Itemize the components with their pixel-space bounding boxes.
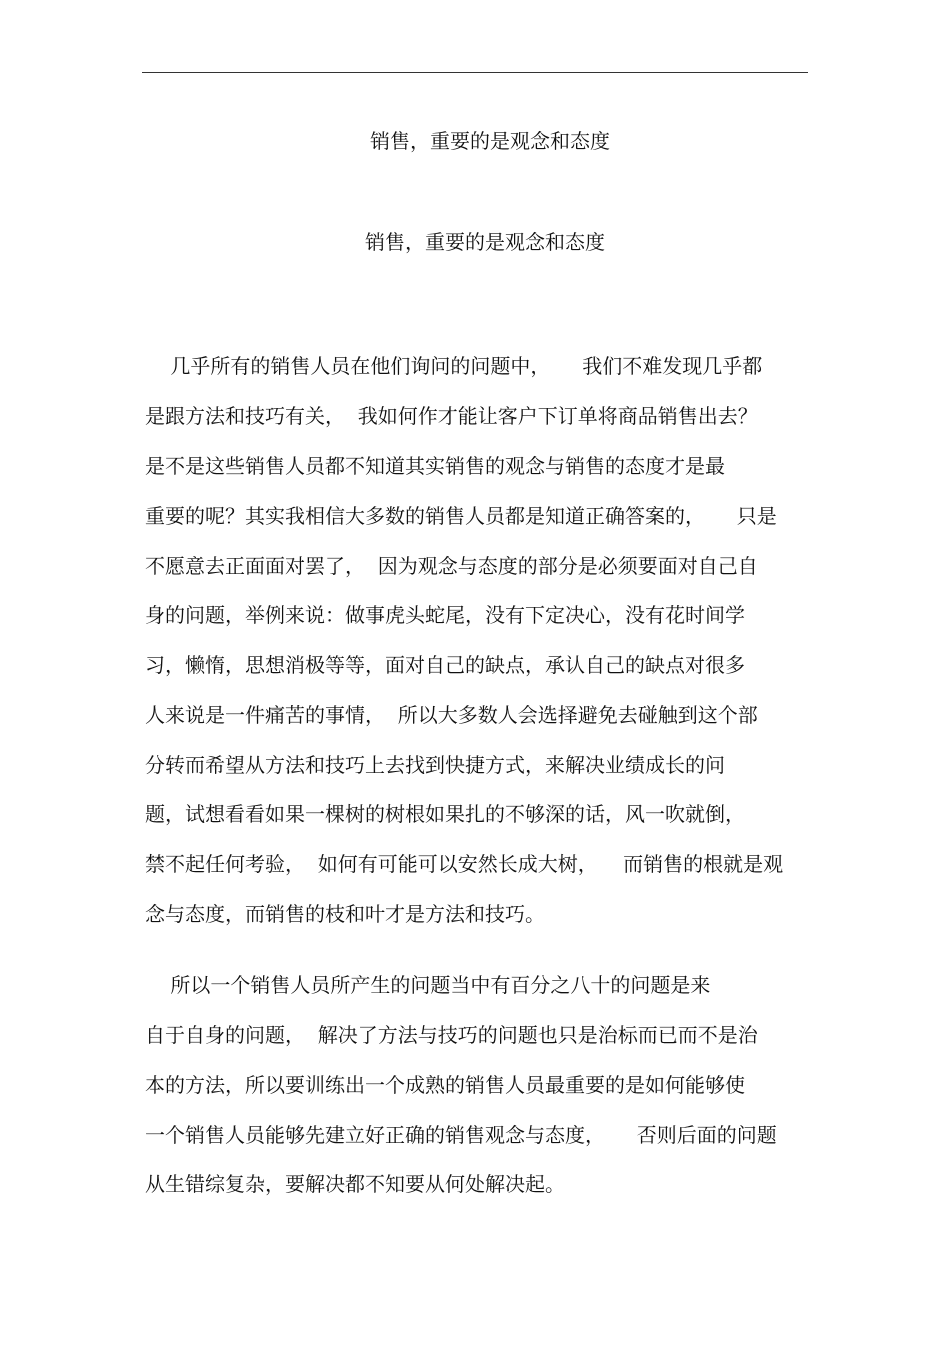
paragraph-line: 几乎所有的销售人员在他们询问的问题中， 我们不难发现几乎都 — [145, 354, 763, 378]
paragraph-line: 身的问题，举例来说：做事虎头蛇尾，没有下定决心，没有花时间学 — [145, 603, 745, 627]
header-rule — [142, 72, 808, 73]
paragraph-line: 重要的呢？其实我相信大多数的销售人员都是知道正确答案的， 只是 — [145, 504, 777, 528]
paragraph-line: 是不是这些销售人员都不知道其实销售的观念与销售的态度才是最 — [145, 454, 725, 478]
paragraph-line: 一个销售人员能够先建立好正确的销售观念与态度， 否则后面的问题 — [145, 1123, 777, 1147]
document-title: 销售，重要的是观念和态度 — [365, 230, 605, 254]
paragraph-line: 念与态度，而销售的枝和叶才是方法和技巧。 — [145, 902, 545, 926]
paragraph-line: 从生错综复杂，要解决都不知要从何处解决起。 — [145, 1172, 565, 1196]
paragraph-line: 不愿意去正面面对罢了， 因为观念与态度的部分是必须要面对自己自 — [145, 554, 758, 578]
header-title: 销售，重要的是观念和态度 — [370, 129, 610, 153]
paragraph-line: 禁不起任何考验， 如何有可能可以安然长成大树， 而销售的根就是观 — [145, 852, 784, 876]
paragraph-line: 人来说是一件痛苦的事情， 所以大多数人会选择避免去碰触到这个部 — [145, 703, 758, 727]
paragraph-line: 题，试想看看如果一棵树的树根如果扎的不够深的话，风一吹就倒， — [145, 802, 745, 826]
paragraph-line: 所以一个销售人员所产生的问题当中有百分之八十的问题是来 — [145, 973, 711, 997]
paragraph-line: 本的方法，所以要训练出一个成熟的销售人员最重要的是如何能够使 — [145, 1073, 745, 1097]
paragraph-line: 习，懒惰，思想消极等等，面对自己的缺点，承认自己的缺点对很多 — [145, 653, 745, 677]
paragraph-line: 分转而希望从方法和技巧上去找到快捷方式，来解决业绩成长的问 — [145, 753, 725, 777]
paragraph-line: 是跟方法和技巧有关， 我如何作才能让客户下订单将商品销售出去？ — [145, 404, 758, 428]
paragraph-line: 自于自身的问题， 解决了方法与技巧的问题也只是治标而已而不是治 — [145, 1023, 758, 1047]
